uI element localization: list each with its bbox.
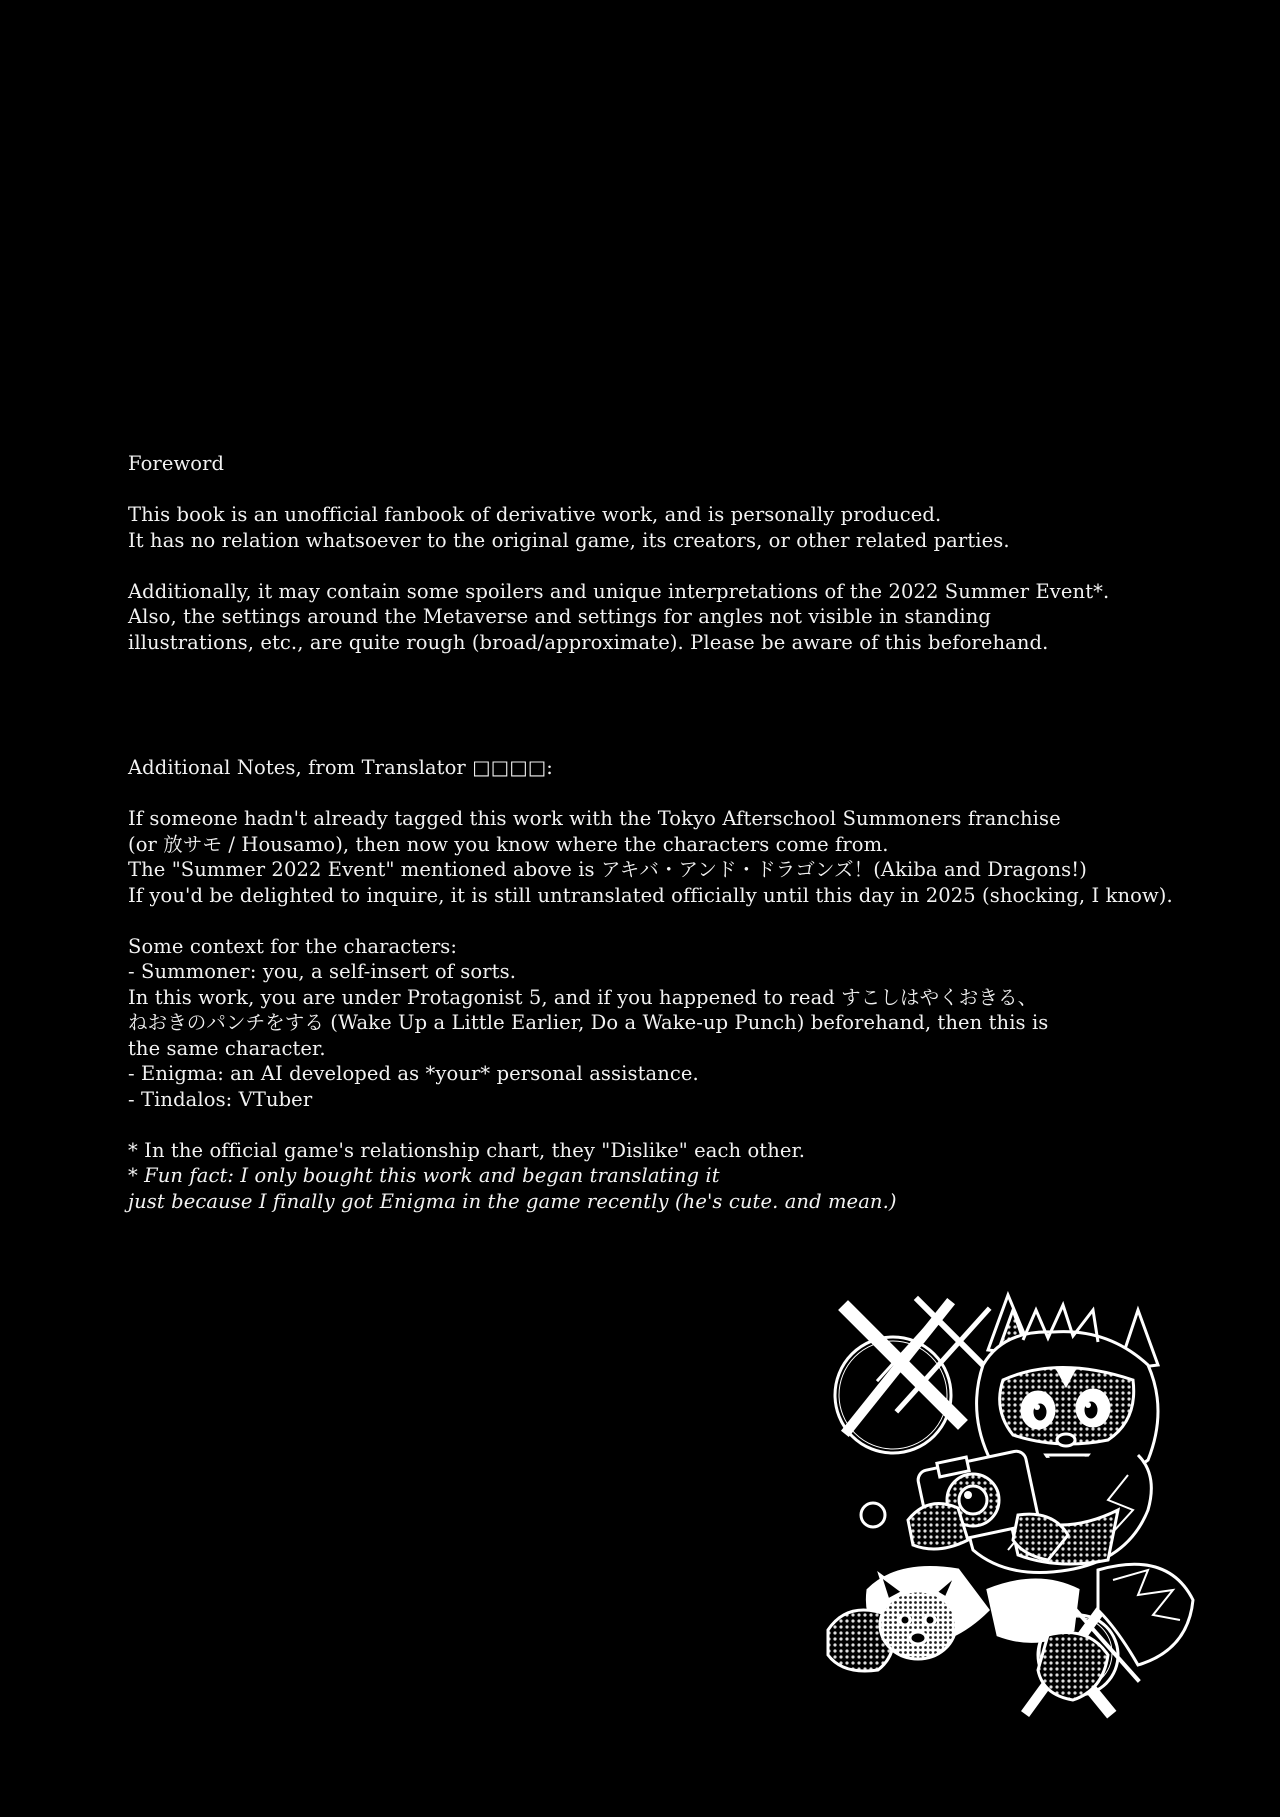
notes-text-line: - Summoner: you, a self-insert of sorts.	[128, 960, 517, 983]
notes-text-line: In this work, you are under Protagonist 5, and if you happened to read すこしはやくおきる、	[128, 985, 1038, 1009]
foreword-section	[128, 451, 1208, 655]
notes-text-line: * In the official game's relationship chart, they "Dislike" each other.	[128, 1138, 806, 1162]
character-legs	[828, 1568, 1108, 1701]
foreword-text-line: illustrations, etc., are quite rough (broad/approximate). Please be aware of this beforehand.	[128, 630, 1049, 654]
foreword-text-line: Also, the settings around the Metaverse and settings for angles not visible in standing	[128, 605, 991, 628]
notes-text-line: If you'd be delighted to inquire, it is still untranslated officially until this day in 2025 (shocking, I know).	[128, 883, 1173, 907]
foreword-text-line: Additionally, it may contain some spoilers and unique interpretations of the 2022 Summer Event*.	[128, 579, 1110, 603]
notes-text-line: - Tindalos: VTuber	[128, 1087, 313, 1111]
notes-text-line: If someone hadn't already tagged this work with the Tokyo Afterschool Summoners franchise	[128, 807, 1061, 830]
notes-text-line: Some context for the characters:	[128, 934, 458, 958]
notes-text-line: (or 放サモ / Housamo), then now you know where the characters come from.	[128, 832, 889, 856]
fun-fact-line: just because I finally got Enigma in the game recently (he's cute. and mean.)	[128, 1189, 897, 1213]
notes-text-line: The "Summer 2022 Event" mentioned above is アキバ・アンド・ドラゴンズ！(Akiba and Dragons!)	[128, 858, 1087, 881]
notes-text-line: the same character.	[128, 1036, 326, 1060]
notes-text-line: ねおきのパンチをする (Wake Up a Little Earlier, Do a Wake-up Punch) beforehand, then this is	[128, 1011, 1049, 1034]
foreword-heading: Foreword	[128, 452, 225, 475]
fun-fact-line: * Fun fact: I only bought this work and began translating it	[128, 1164, 720, 1187]
translator-notes-section	[128, 755, 1208, 1214]
notes-heading: Additional Notes, from Translator □□□□:	[128, 756, 553, 779]
character-illustration	[808, 1270, 1208, 1750]
foreword-text-line: This book is an unofficial fanbook of derivative work, and is personally produced.	[128, 503, 942, 526]
foreword-text-line: It has no relation whatsoever to the original game, its creators, or other related parties.	[128, 528, 1010, 552]
notes-text-line: - Enigma: an AI developed as *your* personal assistance.	[128, 1062, 699, 1085]
